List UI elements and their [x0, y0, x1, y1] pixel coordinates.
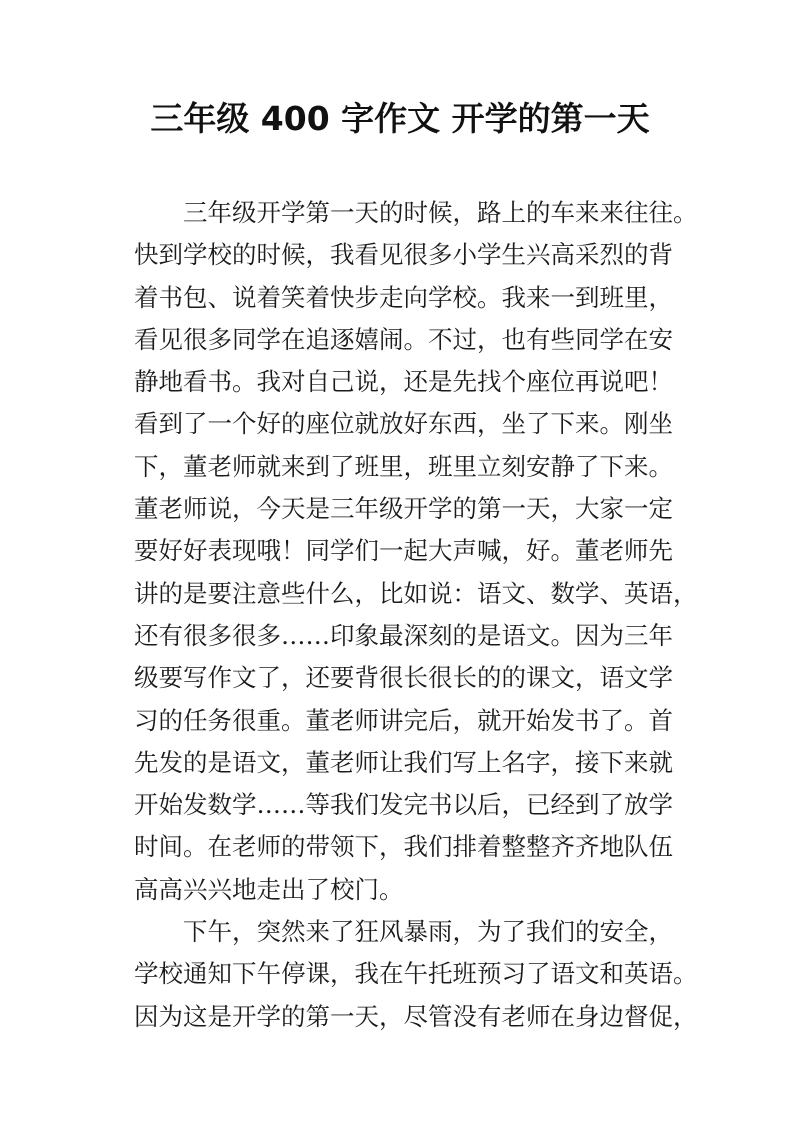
paragraph-line: 高高兴兴地走出了校门。	[134, 874, 404, 904]
page-title: 三年级 400 字作文 开学的第一天	[150, 99, 650, 138]
paragraph-line: 看到了一个好的座位就放好东西，坐了下来。刚坐	[134, 409, 673, 439]
paragraph-line: 讲的是要注意些什么，比如说：语文、数学、英语，	[134, 578, 698, 608]
paragraph-line: 要好好表现哦！同学们一起大声喊，好。董老师先	[134, 536, 673, 566]
paragraph-line: 学校通知下午停课，我在午托班预习了语文和英语。	[134, 959, 698, 989]
paragraph-line: 开始发数学……等我们发完书以后，已经到了放学	[134, 790, 673, 820]
paragraph-line: 着书包、说着笑着快步走向学校。我来一到班里，	[134, 282, 673, 312]
paragraph-line: 还有很多很多……印象最深刻的是语文。因为三年	[134, 620, 673, 650]
paragraph-line: 看见很多同学在追逐嬉闹。不过，也有些同学在安	[134, 324, 673, 354]
paragraph-line: 下，董老师就来到了班里，班里立刻安静了下来。	[134, 451, 673, 481]
paragraph-line: 董老师说，今天是三年级开学的第一天，大家一定	[134, 494, 673, 524]
paragraph-line: 快到学校的时候，我看见很多小学生兴高采烈的背	[134, 240, 673, 270]
essay-body	[134, 192, 698, 1038]
paragraph-line: 级要写作文了，还要背很长很长的的课文，语文学	[134, 663, 673, 693]
paragraph-line: 时间。在老师的带领下，我们排着整整齐齐地队伍	[134, 832, 673, 862]
paragraph-line: 先发的是语文，董老师让我们写上名字，接下来就	[134, 747, 673, 777]
paragraph-line: 因为这是开学的第一天，尽管没有老师在身边督促，	[134, 1001, 698, 1031]
paragraph-line: 三年级开学第一天的时候，路上的车来来往往。	[183, 198, 698, 227]
paragraph-line: 习的任务很重。董老师讲完后，就开始发书了。首	[134, 705, 673, 735]
paragraph-line: 静地看书。我对自己说，还是先找个座位再说吧！	[134, 367, 673, 397]
paragraph-line: 下午，突然来了狂风暴雨，为了我们的安全，	[183, 917, 673, 947]
